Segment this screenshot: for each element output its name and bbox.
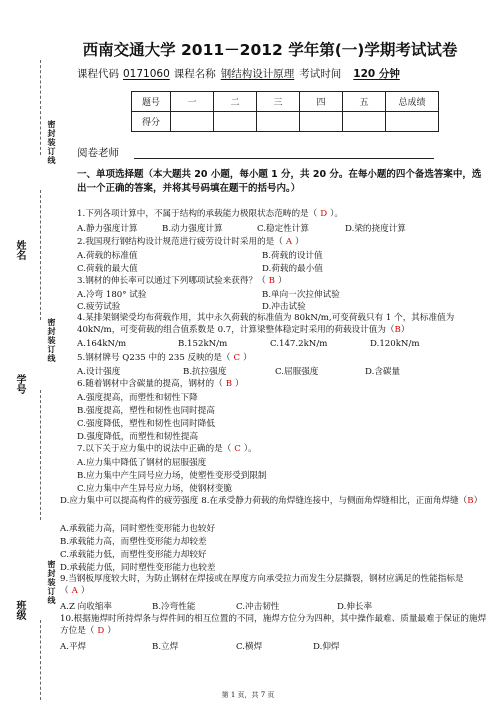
score-cell[interactable] [300,112,343,132]
question-9 [60,573,487,597]
option-d: D.梁的挠度计算 [345,224,406,234]
option-c: C.疲劳试验 [77,302,121,312]
answer-mark: B [268,276,275,286]
question-stem: 5.钢材牌号 Q235 中的 235 反映的是（ [77,353,231,363]
question-tail: ） [243,353,252,363]
option-b: B.应力集中产生同号应力场，使塑性变形受到限制 [77,471,267,481]
option-a: A.承载能力高，同时塑性变形能力也较好 [60,524,216,534]
question-stem: 8.在承受静力荷载的角焊缝连接中，与侧面角焊缝相比，正面角焊缝（ [201,496,468,506]
option-c: C.屈服强度 [275,367,319,377]
score-row-label: 得分 [132,112,171,132]
score-table-score-row [132,112,439,132]
course-name-label: 课程名称 [173,68,216,80]
score-cell[interactable] [386,112,439,132]
score-header: 一 [171,92,214,112]
binding-line-top [40,60,41,155]
question-7 [77,443,257,455]
question-tail: ） [473,496,483,506]
question-tail: ） [400,325,410,336]
binding-line-mid1 [40,190,41,320]
question-tail: ） [107,626,116,637]
answer-mark: A [285,237,293,247]
answer-mark: A [71,586,78,597]
option-a: A.荷载的标准值 [77,251,138,261]
answer-mark: B [394,325,401,336]
option-c: C.荷载的最大值 [77,264,138,274]
option-c: C.147.2kN/m [270,339,328,349]
answer-mark: C [233,353,241,363]
option-d: D.承载能力低，同时塑性变形能力也较差 [60,563,216,573]
option-b: B.强度提高，塑性和韧性也同时提高 [77,406,215,416]
option-c: C.应力集中产生异号应力场，使钢材变脆 [77,484,233,494]
option-a: A.静力强度计算 [77,224,138,234]
exam-title: 西南交通大学 2011－2012 学年第(一)学期考试试卷 [82,41,458,59]
question-5 [77,352,252,364]
question-tail: ）。 [330,209,344,219]
binding-line-bot [40,620,41,700]
question-stem: 10.根据施焊时所持焊条与焊件间的相互位置的不同，施焊方位分为四种，其中操作最难、质量最难于保证的施焊方位是（ [60,614,487,637]
score-header: 题号 [132,92,171,112]
score-header: 四 [300,92,343,112]
question-10 [60,613,487,637]
question-stem: 2.我国现行钢结构设计规范进行疲劳设计时采用的是（ [77,237,283,247]
score-header: 总成绩 [386,92,439,112]
option-b: B.立焊 [152,642,179,652]
option-a: A.平焊 [60,642,87,652]
option-d: D.应力集中可以提高构件的疲劳强度 [60,496,199,506]
option-d: D.含碳量 [365,367,401,377]
score-cell[interactable] [257,112,300,132]
question-1 [77,208,343,220]
course-code-label: 课程代码 [77,68,119,80]
score-cell[interactable] [343,112,386,132]
grader-label: 阅卷老师 [77,147,119,159]
question-stem: 6.随着钢材中含碳量的提高，钢材的（ [77,379,223,389]
score-cell[interactable] [171,112,214,132]
score-header: 二 [214,92,257,112]
grader-line [134,158,434,159]
question-stem: 7.以下关于应力集中的说法中正确的是（ [77,444,232,454]
answer-mark: B [467,496,474,506]
question-6 [77,378,244,390]
question-tail: ）。 [243,444,257,454]
question-4 [77,312,487,336]
question-stem: 3.钢材的伸长率可以通过下列哪项试验来获得？（ [77,276,266,286]
option-b: B.冷弯性能 [152,602,196,612]
course-name: 钢结构设计原理 [220,68,295,80]
option-a: A.164kN/m [77,339,127,349]
page-footer: 第 1 页，共 7 页 [221,691,275,699]
option-d: D.冲击试验 [262,302,306,312]
class-label: 班级 [14,600,25,620]
option-c: C.稳定性计算 [257,224,309,234]
question-tail: ） [80,586,90,597]
question-8 [60,495,487,507]
option-b: B.抗拉强度 [183,367,227,377]
option-d: D.强度降低，而塑性和韧性提高 [77,432,199,442]
answer-mark: B [225,379,233,389]
question-3 [77,275,287,287]
question-tail: ） [235,379,244,389]
option-d: D.120kN/m [370,339,420,349]
answer-mark: D [320,209,328,219]
answer-mark: C [234,444,241,454]
option-a: A.应力集中降低了钢材的屈服强度 [77,458,207,468]
binding-line-mid2 [40,390,41,520]
name-label: 姓名 [14,240,25,260]
option-d: D.仰焊 [313,642,340,652]
option-b: B.单向一次拉伸试验 [262,290,340,300]
question-2 [77,236,304,248]
option-b: B.152kN/m [178,339,228,349]
question-stem: 1.下列各项计算中，不属于结构的承载能力极限状态范畴的是（ [77,209,318,219]
exam-time-label: 考试时间 [299,68,342,80]
option-a: A.Z 向收缩率 [60,602,113,612]
score-table [131,91,439,132]
option-c: C.承载能力低，而塑性变形能力却较好 [60,550,207,560]
question-tail: ） [278,276,287,286]
section-heading: 一、单项选择题（本大题共 20 小题，每小题 1 分，共 20 分。在每小题的四个备选答案中，选出一个正确的答案，并将其号码填在题干的括号内。） [77,169,482,194]
question-stem: 9.当钢板厚度较大时，为防止钢材在焊接或在厚度方向承受拉力而发生分层撕裂，钢材应满足的性能指标是（ [60,574,464,597]
option-b: B.荷载的设计值 [262,251,323,261]
binding-text-1: 密封装订线 [47,120,57,165]
course-info [77,66,412,81]
option-d: D.伸长率 [337,602,373,612]
option-c: C.横焊 [236,642,263,652]
option-c: C.强度降低，塑性和韧性也同时降低 [77,419,215,429]
exam-time: 120 分钟 [353,68,400,80]
student-id-label: 学号 [14,374,25,394]
score-header: 五 [343,92,386,112]
option-c: C.冲击韧性 [236,602,280,612]
score-table-header-row [132,92,439,112]
binding-text-3: 密封装订线 [47,560,57,605]
option-a: A.冷弯 180° 试验 [77,290,147,300]
score-header: 三 [257,92,300,112]
score-cell[interactable] [214,112,257,132]
option-a: A.强度提高，而塑性和韧性下降 [77,393,198,403]
option-a: A.设计强度 [77,367,121,377]
option-b: B.动力强度计算 [162,224,223,234]
answer-mark: D [97,626,105,637]
option-d: D.荷载的最小值 [262,264,323,274]
course-code: 0171060 [123,68,170,80]
question-stem: 4.某排架钢梁受均布荷载作用，其中永久荷载的标准值为 80kN/m,可变荷载只有 1 个，其标准值为 40kN/m，可变荷载的组合值系数是 0.7，计算梁整体稳定时采用的荷载设计值为（ [77,313,455,336]
question-tail: ） [295,237,304,247]
binding-text-2: 密封装订线 [47,318,57,363]
option-b: B.承载能力高，而塑性变形能力却较差 [60,537,207,547]
